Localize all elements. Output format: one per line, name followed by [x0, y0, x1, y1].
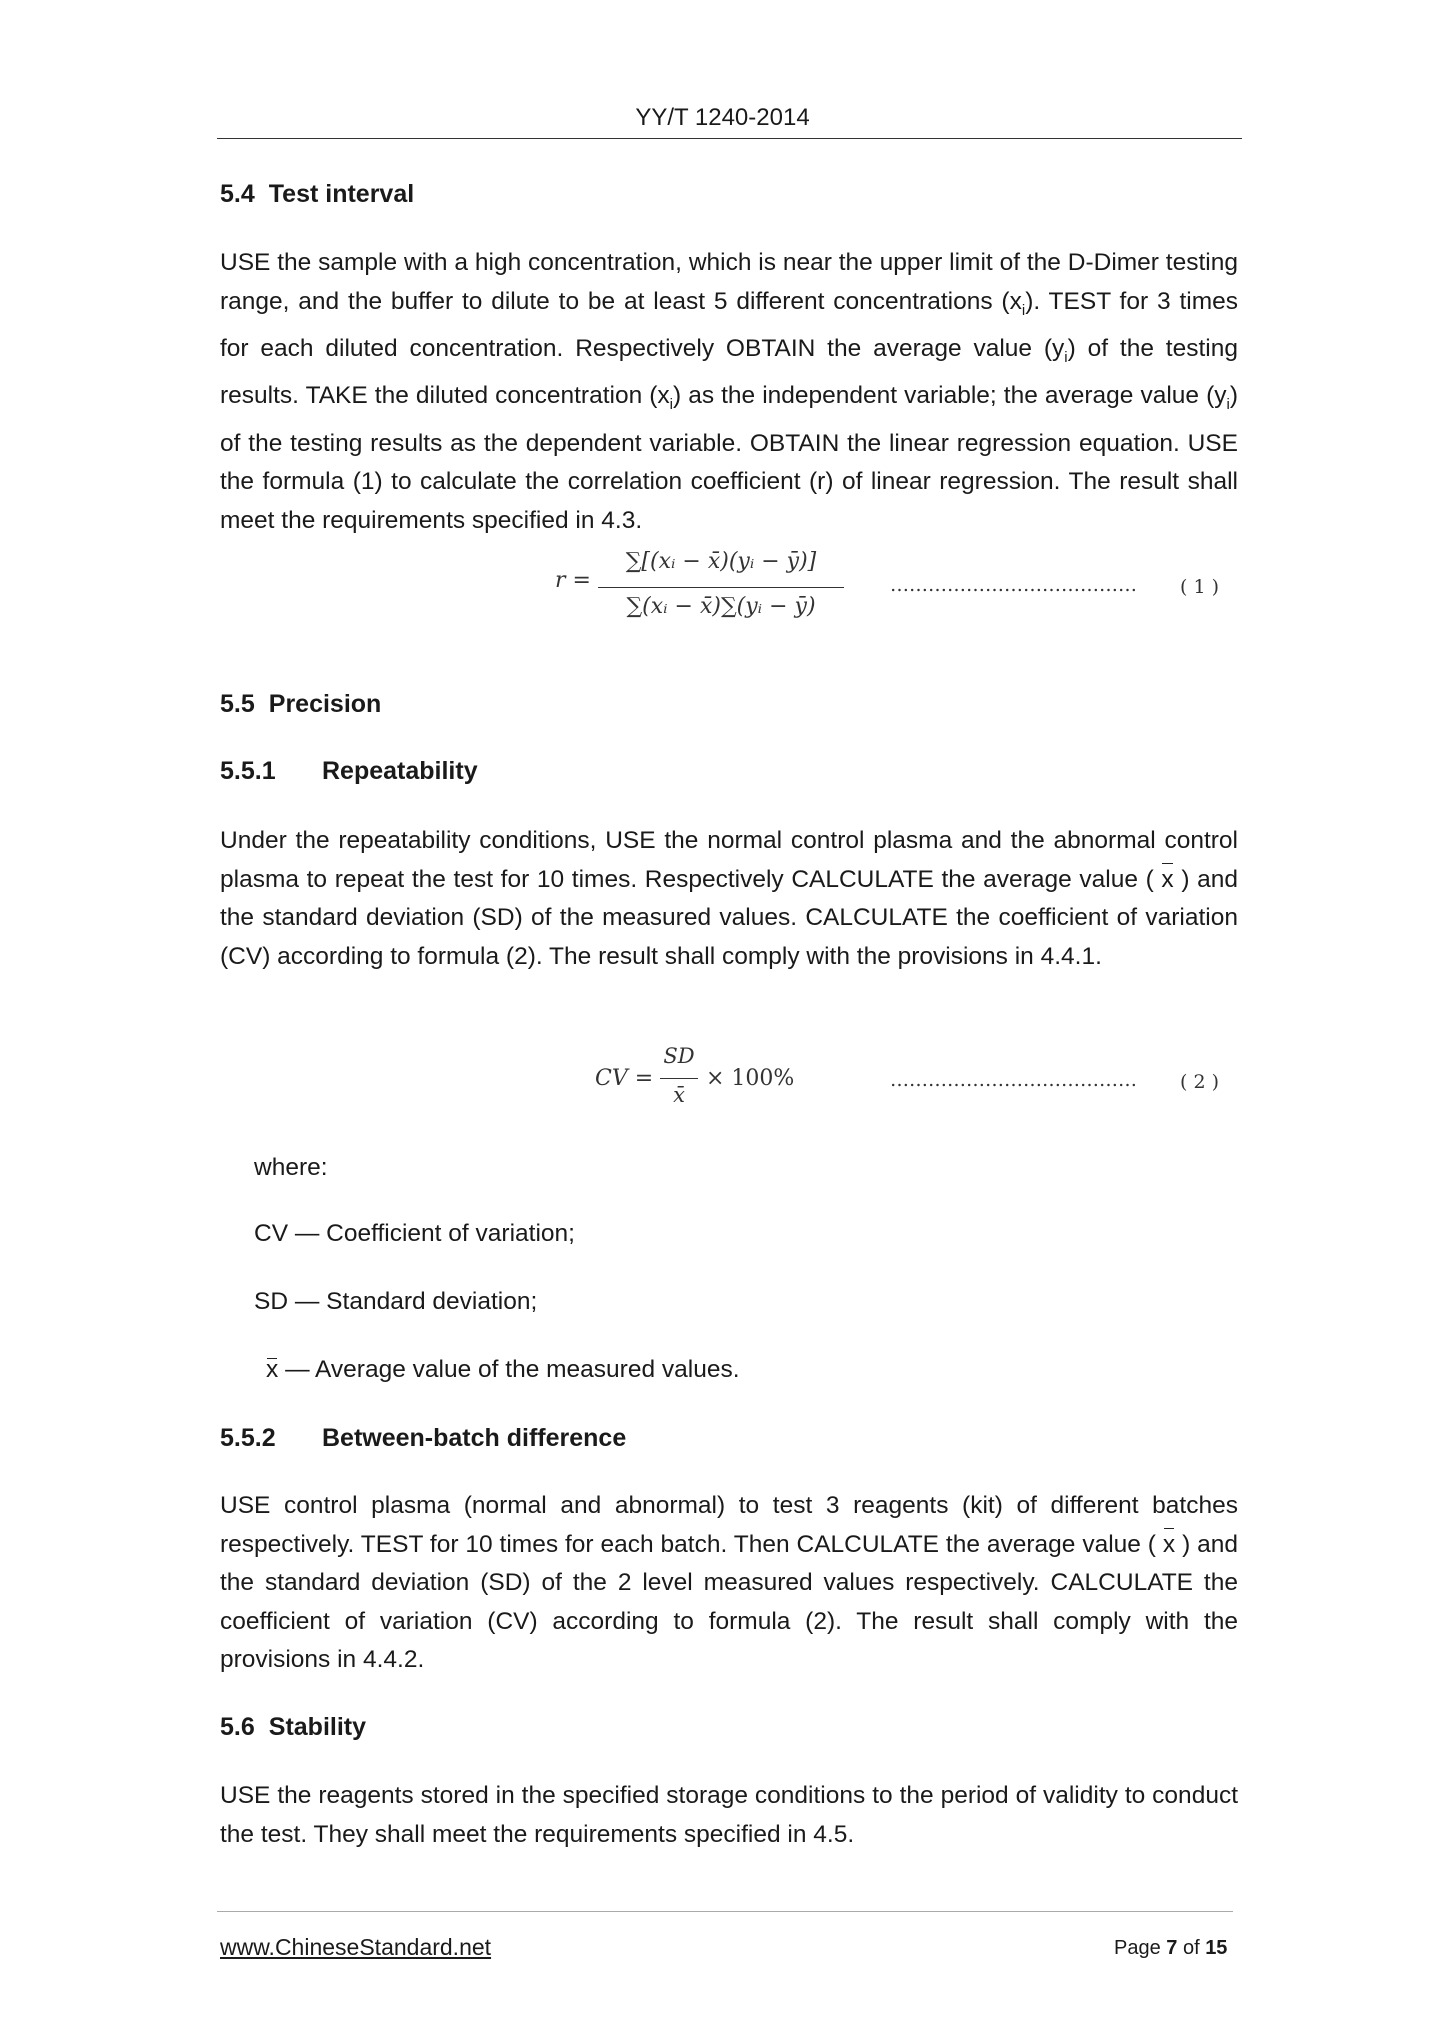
where-label: where: [254, 1154, 328, 1181]
formula-2-fraction-bar [660, 1078, 698, 1079]
heading-5-5: 5.5 Precision [220, 690, 382, 718]
where-item-xbar: x — Average value of the measured values. [266, 1356, 740, 1383]
where-item-cv: CV — Coefficient of variation; [254, 1220, 575, 1247]
heading-5-5-1: 5.5.1 Repeatability [220, 757, 478, 785]
formula-2-numerator: SD [663, 1044, 695, 1068]
heading-5-4: 5.4 Test interval [220, 180, 415, 208]
paragraph-test-interval: USE the sample with a high concentration, which is near the upper limit of the D-Dimer testing range, and the buffer to dilute to be at least 5 different concentrations $(x_i)$. TEST for 3 times for each diluted concentration. Respectively OBTAIN the average value $(y_i)$ of the testing results. TAKE the diluted concentration $(x_i)$ as the independent variable; the average value $(y_i)$ of the testing results as the dependent variable. OBTAIN the linear regression equation. USE the formula (1) to calculate the correlation coefficient (r) of linear regression. The result shall meet the requirements specified in 4.3. [220, 249, 1238, 534]
header-divider [217, 138, 1242, 139]
standard-number: YY/T 1240-2014 [635, 104, 810, 131]
document-header [0, 104, 1445, 132]
formula-2-number: ( 2 ) [1180, 1071, 1219, 1093]
heading-5-5-2: 5.5.2 Between-batch difference [220, 1424, 627, 1452]
formula-1-denominator: ∑(xᵢ − x̄)∑(yᵢ − ȳ) [626, 594, 816, 619]
formula-1-numerator: ∑[(xᵢ − x̄)(yᵢ − ȳ)] [625, 549, 817, 574]
paragraph-between-batch: USE control plasma (normal and abnormal) to test 3 reagents (kit) of different batches respectively. TEST for 10 times for each batch. Then CALCULATE the average value ( x ) and the standard deviation (SD) of the 2 level measured values respectively. CALCULATE the coefficient of variation (CV) according to formula (2). The result shall comply with the provisions in 4.4.2. [220, 1492, 1239, 1673]
paragraph-stability: USE the reagents stored in the specified storage conditions to the period of validity to conduct the test. They shall meet the requirements specified in 4.5. [220, 1782, 1238, 1848]
where-item-sd: SD — Standard deviation; [254, 1288, 538, 1315]
formula-2-times-100: × 100% [706, 1066, 795, 1091]
formula-1-fraction-bar [598, 587, 844, 588]
heading-5-6: 5.6 Stability [220, 1713, 367, 1741]
formula-1-number: ( 1 ) [1180, 576, 1219, 598]
footer-divider [217, 1911, 1233, 1912]
formula-2-dots: ………………………………… [890, 1069, 1137, 1091]
xbar-symbol: x [1161, 861, 1173, 900]
formula-1-dots: ………………………………… [890, 574, 1137, 596]
formula-1-lhs: r = [555, 568, 591, 593]
paragraph-repeatability: Under the repeatability conditions, USE the normal control plasma and the abnormal control plasma to repeat the test for 10 times. Respectively CALCULATE the average value ( x ) and the standard deviation (SD) of the measured values. CALCULATE the coefficient of variation (CV) according to formula (2). The result shall comply with the provisions in 4.4.1. [220, 827, 1238, 970]
page-number: Page 7 of 15 [1114, 1937, 1228, 1959]
footer-link[interactable]: www.ChineseStandard.net [220, 1934, 492, 1960]
formula-2-denominator: x̄ [673, 1083, 685, 1107]
formula-2-lhs: CV = [595, 1066, 654, 1091]
xbar-symbol: x [1163, 1526, 1175, 1565]
